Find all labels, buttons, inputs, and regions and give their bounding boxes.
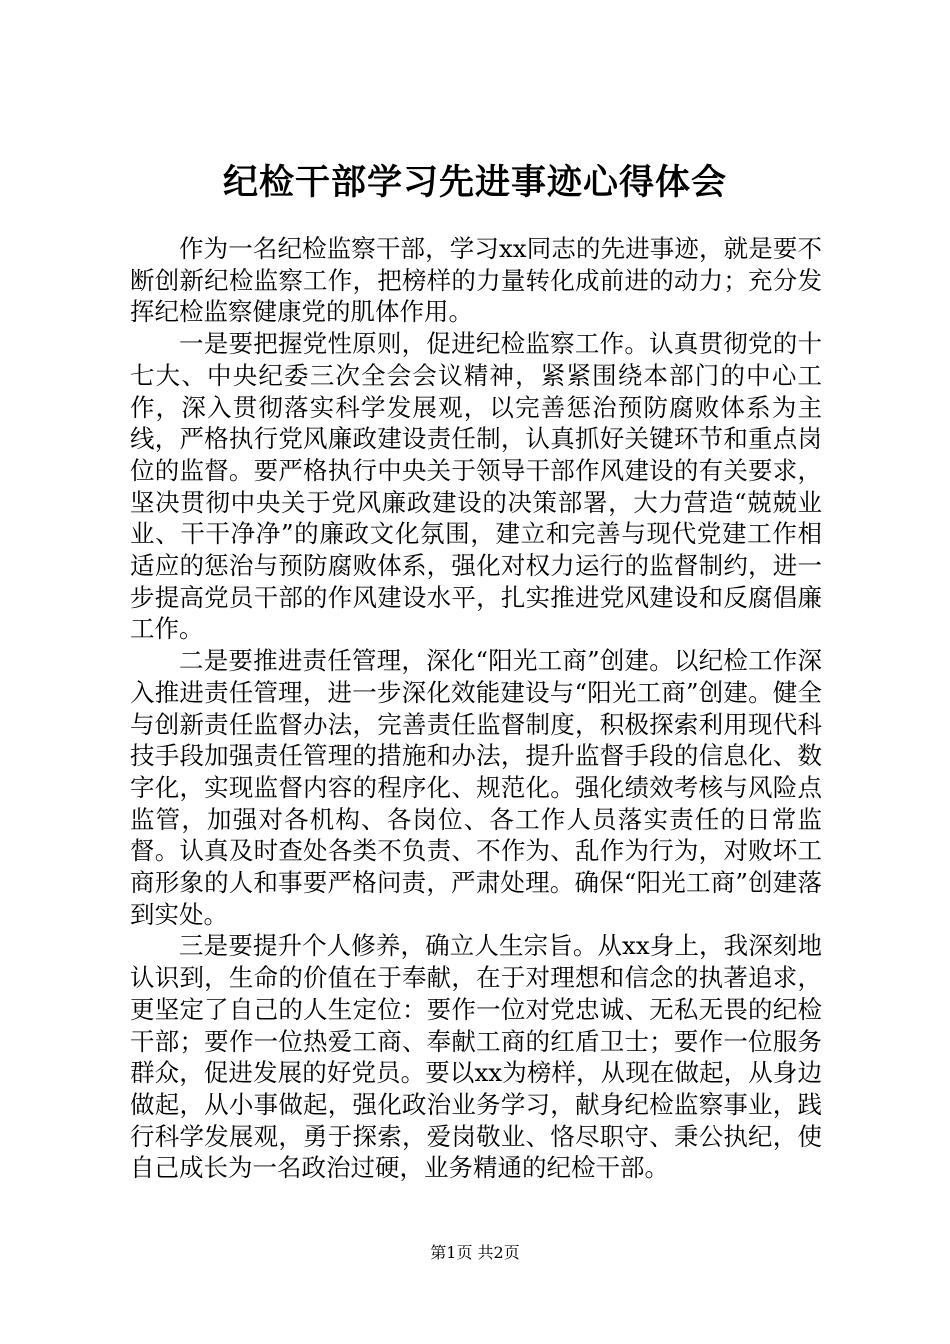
document-body	[130, 233, 822, 1184]
paragraph-point-two: 二是要推进责任管理，深化“阳光工商”创建。以纪检工作深入推进责任管理，进一步深化效能建设与“阳光工商”创建。健全与创新责任监督办法，完善责任监督制度，积极探索利用现代科技手段加强责任管理的措施和办法，提升监督手段的信息化、数字化，实现监督内容的程序化、规范化。强化绩效考核与风险点监管，加强对各机构、各岗位、各工作人员落实责任的日常监督。认真及时查处各类不负责、不作为、乱作为行为，对败坏工商形象的人和事要严格问责，严肃处理。确保“阳光工商”创建落到实处。	[130, 646, 822, 929]
paragraph-point-three: 三是要提升个人修养，确立人生宗旨。从xx身上，我深刻地认识到，生命的价值在于奉献，在于对理想和信念的执著追求，更坚定了自己的人生定位：要作一位对党忠诚、无私无畏的纪检干部；要作一位热爱工商、奉献工商的红盾卫士；要作一位服务群众，促进发展的好党员。要以xx为榜样，从现在做起，从身边做起，从小事做起，强化政治业务学习，献身纪检监察事业，践行科学发展观，勇于探索，爱岗敬业、恪尽职守、秉公执纪，使自己成长为一名政治过硬，业务精通的纪检干部。	[130, 931, 822, 1183]
document-title: 纪检干部学习先进事迹心得体会	[222, 162, 727, 203]
paragraph-point-one: 一是要把握党性原则，促进纪检监察工作。认真贯彻党的十七大、中央纪委三次全会会议精神，紧紧围绕本部门的中心工作，深入贯彻落实科学发展观，以完善惩治预防腐败体系为主线，严格执行党风廉政建设责任制，认真抓好关键环节和重点岗位的监督。要严格执行中央关于领导干部作风建设的有关要求，坚决贯彻中央关于党风廉政建设的决策部署，大力营造“兢兢业业、干干净净”的廉政文化氛围，建立和完善与现代党建工作相适应的惩治与预防腐败体系，强化对权力运行的监督制约，进一步提高党员干部的作风建设水平，扎实推进党风建设和反腐倡廉工作。	[130, 329, 822, 644]
page-number-footer: 第1页 共2页	[430, 1243, 520, 1262]
paragraph-intro: 作为一名纪检监察干部，学习xx同志的先进事迹，就是要不断创新纪检监察工作，把榜样的力量转化成前进的动力；充分发挥纪检监察健康党的肌体作用。	[130, 234, 822, 327]
